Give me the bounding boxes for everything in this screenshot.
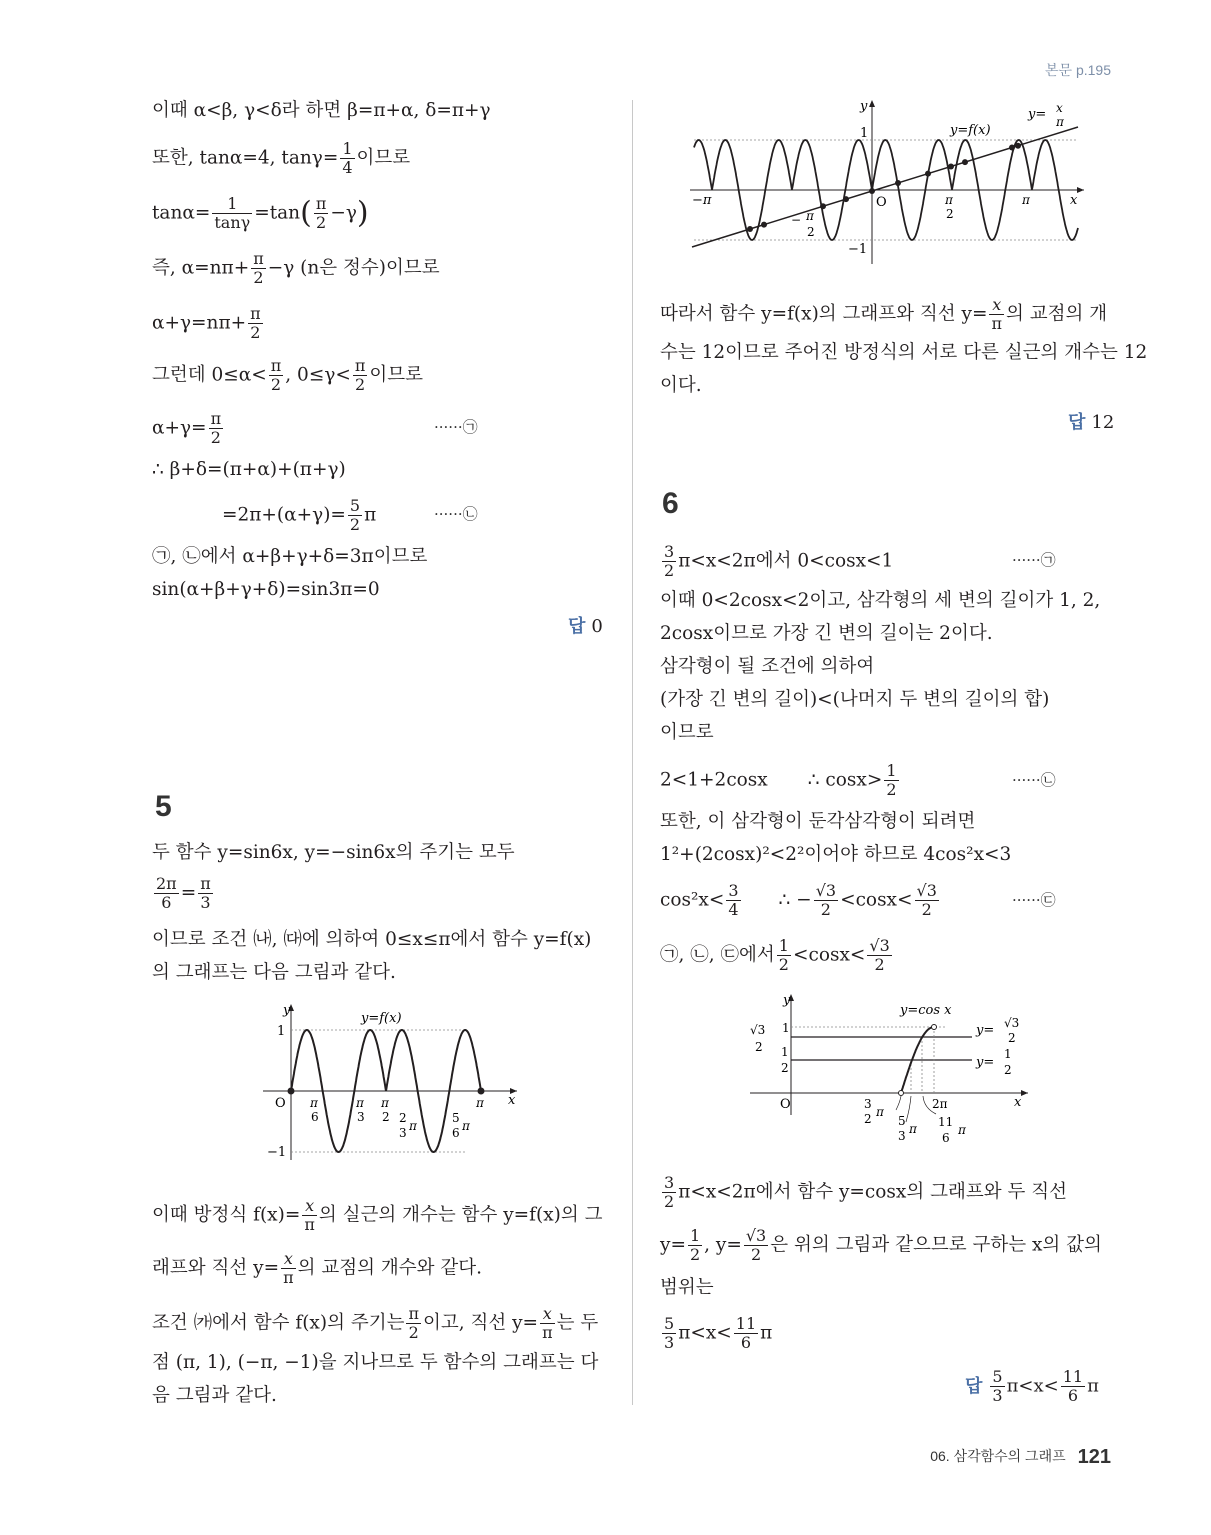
y-axis-label: y: [283, 1003, 291, 1018]
text-line: 이때 0<2cosx<2이고, 삼각형의 세 변의 길이가 1, 2,: [660, 590, 1101, 611]
text-line: α+γ=nπ+ $\frac{\pi}{2}$: [152, 304, 261, 342]
pointer: [906, 1096, 911, 1122]
text-line: 조건 ㈎에서 함수 f(x)의 주기는 $\frac{\pi}{2}$ 이고, 직선 y= $\frac{x}{\pi}$ 는 두: [152, 1304, 599, 1342]
text-line: 즉, α=nπ+ $\frac{\pi}{2}$ −γ (n은 정수)이므로: [152, 249, 440, 287]
column-divider: [632, 100, 633, 1405]
tick-2pi3-pi: π: [409, 1119, 417, 1133]
text-line: 이므로: [660, 722, 714, 743]
answer: 답 0: [568, 616, 603, 637]
intersection-point: [948, 164, 954, 170]
tick-2pi3-num: 2: [399, 1111, 407, 1125]
intersection-point: [1015, 143, 1021, 149]
tick-5pi3-pi: π: [909, 1122, 917, 1136]
tick-2pi3-den: 3: [399, 1126, 407, 1140]
tick-neg1: −1: [267, 1145, 287, 1160]
equation-mark: ······㉢: [1012, 891, 1056, 909]
equation-mark: ······㉠: [434, 418, 478, 436]
intersection-point: [820, 203, 826, 209]
text-line: ㉠, ㉡에서 α+β+γ+δ=3π이므로: [152, 546, 428, 567]
text-line: 또한, tanα=4, tanγ= $\frac{1}{4}$ 이므로: [152, 139, 411, 177]
intersection-point: [869, 188, 875, 194]
intersection-point: [925, 171, 931, 177]
tick-pi2-den: 2: [946, 207, 954, 221]
sine-line-graph: [688, 96, 1088, 266]
x-axis-arrow: [1077, 187, 1084, 193]
intersection-point: [1009, 145, 1015, 151]
answer: 답 12: [1068, 412, 1115, 433]
tick-pi3-den: 3: [357, 1110, 365, 1124]
text-line: 삼각형이 될 조건에 의하여: [660, 656, 875, 677]
tick-5pi6-num: 5: [452, 1111, 460, 1125]
tick-negpi2-num: π: [806, 209, 814, 223]
y-axis-label: y: [860, 99, 868, 114]
pointer: [896, 1096, 901, 1110]
cosine-graph: [746, 990, 1036, 1150]
open-point-2pi: [932, 1025, 937, 1030]
text-line: $\frac{2\pi}{6}$ = $\frac{\pi}{3}$: [156, 874, 211, 912]
line-label: y=: [1028, 107, 1047, 122]
tick-5pi3-den: 3: [898, 1129, 906, 1143]
label-y-half: y=: [976, 1055, 995, 1070]
tick-neg1: −1: [848, 242, 868, 257]
tick-pi: π: [1022, 193, 1030, 207]
label-y-sqrt3-den: 2: [1008, 1031, 1016, 1045]
x-axis-label: x: [508, 1093, 516, 1108]
f-label: y=f(x): [361, 1011, 402, 1026]
text-line: 2<1+2cosx ∴ cosx> $\frac{1}{2}$: [660, 761, 897, 799]
origin-point: [288, 1088, 295, 1095]
text-line: 두 함수 y=sin6x, y=−sin6x의 주기는 모두: [152, 842, 515, 863]
x-axis-label: x: [1014, 1095, 1022, 1110]
tick-11pi6-num: 11: [938, 1115, 954, 1129]
tick-3pi2-pi: π: [876, 1105, 884, 1119]
tick-half-num: 1: [781, 1045, 789, 1059]
tick-one: 1: [277, 1024, 286, 1039]
intersection-point: [761, 222, 767, 228]
page-reference: 본문 p.195: [1045, 62, 1111, 78]
tick-pi: π: [476, 1096, 484, 1110]
label-y-sqrt3-num: √3: [1004, 1016, 1020, 1030]
tick-one: 1: [860, 126, 869, 141]
sine-graph-1: [255, 1000, 525, 1170]
tick-sqrt3-num: √3: [750, 1023, 766, 1037]
x-axis-arrow: [1021, 1090, 1028, 1096]
text-line: 음 그림과 같다.: [152, 1385, 277, 1406]
text-line: (가장 긴 변의 길이)<(나머지 두 변의 길이의 합): [660, 689, 1050, 710]
tick-5pi6-pi: π: [462, 1119, 470, 1133]
intersection-point: [747, 226, 753, 232]
text-line: α+γ= $\frac{\pi}{2}$: [152, 409, 222, 447]
pi-point: [478, 1088, 485, 1095]
x-axis-label: x: [1070, 193, 1078, 208]
text-line: 이때 α<β, γ<δ라 하면 β=π+α, δ=π+γ: [152, 100, 491, 121]
text-line: 이때 방정식 f(x)= $\frac{x}{\pi}$ 의 실근의 개수는 함수 y=f(x)의 그: [152, 1196, 603, 1234]
origin-label: O: [275, 1096, 286, 1111]
open-point-3pi2: [899, 1091, 904, 1096]
tick-5pi6-den: 6: [452, 1126, 460, 1140]
f-label: y=f(x): [950, 123, 991, 138]
tick-pi2-den: 2: [382, 1110, 390, 1124]
text-line: ㉠, ㉡, ㉢에서 $\frac{1}{2}$ <cosx< $\frac{√3}{2}$: [660, 936, 890, 974]
tick-pi3-num: π: [356, 1096, 364, 1110]
tick-11pi6-pi: π: [958, 1123, 966, 1137]
text-line: 1²+(2cosx)²<2²이어야 하므로 4cos²x<3: [660, 844, 1012, 865]
text-line: 수는 12이므로 주어진 방정식의 서로 다른 실근의 개수는 12: [660, 342, 1148, 363]
page-footer: 06. 삼각함수의 그래프 121: [930, 1446, 1111, 1468]
tick-sqrt3-den: 2: [755, 1040, 763, 1054]
intersection-point: [962, 159, 968, 165]
tick-3pi2-den: 2: [864, 1112, 872, 1126]
equation-mark: ······㉠: [1012, 551, 1056, 569]
tick-pi6-den: 6: [311, 1110, 319, 1124]
tick-half-den: 2: [781, 1061, 789, 1075]
tick-3pi2-num: 3: [864, 1097, 872, 1111]
label-y-half-num: 1: [1004, 1047, 1012, 1061]
label-y-sqrt3: y=: [976, 1023, 995, 1038]
text-line: tanα= $\frac{1}{\tan\gamma}$ =tan( $\frac{\pi}{2}$ −γ): [152, 194, 369, 232]
tick-11pi6-den: 6: [942, 1131, 950, 1145]
intersection-point: [843, 196, 849, 202]
problem-number: 6: [662, 487, 679, 520]
text-line: ∴ β+δ=(π+α)+(π+γ): [152, 459, 346, 480]
line-label-num: x: [1056, 101, 1063, 115]
tick-pi2-num: π: [945, 193, 953, 207]
problem-number: 5: [155, 790, 172, 823]
text-line: 이므로 조건 ㈏, ㈐에 의하여 0≤x≤π에서 함수 y=f(x): [152, 929, 592, 950]
y-axis-label: y: [783, 993, 791, 1008]
text-line: 이다.: [660, 375, 702, 396]
text-line: =2π+(α+γ)= $\frac{5}{2}$ π: [222, 496, 377, 534]
text-line: 따라서 함수 y=f(x)의 그래프와 직선 y= $\frac{x}{\pi}$ 의 교점의 개: [660, 295, 1108, 333]
intersection-point: [895, 180, 901, 186]
answer: 답 $\frac{5}{3}$ π<x< $\frac{11}{6}$ π: [965, 1367, 1099, 1405]
tick-2pi: 2π: [932, 1097, 948, 1111]
tick-pi2-num: π: [381, 1096, 389, 1110]
text-line: y= $\frac{1}{2}$ , y= $\frac{√3}{2}$ 은 위의 그림과 같으므로 구하는 x의 값의: [660, 1226, 1102, 1264]
text-line: 의 그래프는 다음 그림과 같다.: [152, 962, 396, 983]
text-line: $\frac{3}{2}$ π<x<2π에서 함수 y=cosx의 그래프와 두 직선: [664, 1173, 1067, 1211]
text-line: 범위는: [660, 1277, 714, 1298]
y-axis-arrow: [869, 100, 875, 107]
text-line: 그런데 0≤α< $\frac{\pi}{2}$ , 0≤γ< $\frac{\pi}{2}$ 이므로: [152, 356, 424, 394]
tick-one: 1: [782, 1021, 790, 1035]
text-line: sin(α+β+γ+δ)=sin3π=0: [152, 579, 380, 600]
origin-label: O: [780, 1097, 791, 1112]
tick-negpi: −π: [692, 193, 712, 208]
tick-5pi3-num: 5: [898, 1114, 906, 1128]
equation-mark: ······㉡: [434, 505, 478, 523]
text-line: $\frac{5}{3}$ π<x< $\frac{11}{6}$ π: [664, 1314, 773, 1352]
text-line: 래프와 직선 y= $\frac{x}{\pi}$ 의 교점의 개수와 같다.: [152, 1249, 482, 1287]
text-line: 점 (π, 1), (−π, −1)을 지나므로 두 함수의 그래프는 다: [152, 1352, 599, 1373]
text-line: $\frac{3}{2}$ π<x<2π에서 0<cosx<1: [664, 542, 894, 580]
tick-negpi2-sign: −: [791, 213, 802, 227]
tick-pi6-num: π: [310, 1096, 318, 1110]
equation-mark: ······㉡: [1012, 771, 1056, 789]
cos-label: y=cos x: [900, 1003, 952, 1018]
text-line: 2cosx이므로 가장 긴 변의 길이는 2이다.: [660, 623, 993, 644]
text-line: 또한, 이 삼각형이 둔각삼각형이 되려면: [660, 811, 976, 832]
origin-label: O: [876, 195, 887, 210]
text-line: cos²x< $\frac{3}{4}$ ∴ − $\frac{√3}{2}$ <cosx< $\frac{√3}{2}$: [660, 881, 937, 919]
tick-negpi2-den: 2: [807, 225, 815, 239]
label-y-half-den: 2: [1004, 1063, 1012, 1077]
line-label-den: π: [1056, 115, 1064, 129]
